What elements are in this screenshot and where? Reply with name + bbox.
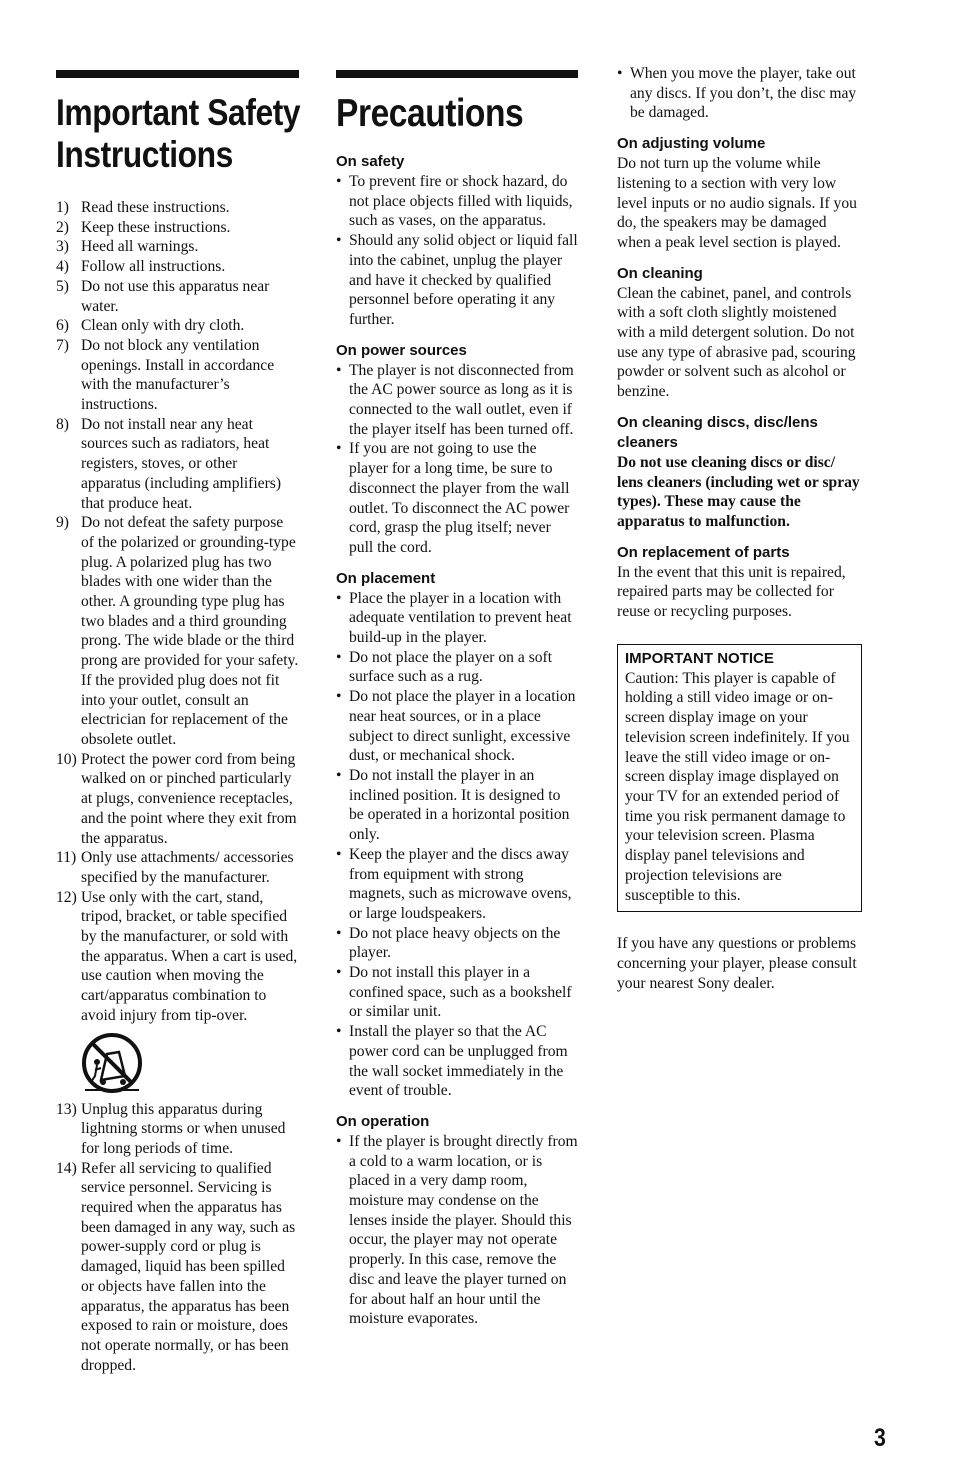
- heading-rule: [336, 70, 578, 78]
- section-heading-placement: On placement: [336, 569, 436, 587]
- item-text: Clean only with dry cloth.: [81, 317, 245, 335]
- replacement-text: In the event that this unit is repaired, repaired parts may be collected for reuse or recycling purposes.: [617, 563, 846, 621]
- item-text: Refer all servicing to qualified service personnel. Servicing is required when the apparatus has been damaged in any way, such as power-supply cord or plug is damaged, liquid has been spilled or objects have fallen into the apparatus, the apparatus has been exposed to rain or moisture, does not operate normally, or has been dropped.: [81, 1159, 296, 1374]
- list-item: • To prevent fire or shock hazard, do not place objects filled with liquids, such as vases, on the apparatus.: [336, 172, 578, 231]
- item-number: 2): [56, 218, 69, 236]
- section-heading-cleaning-discs: On cleaning discs, disc/lens cleaners: [617, 413, 818, 451]
- closing-text: If you have any questions or problems concerning your player, please consult your nearest Sony dealer.: [617, 935, 857, 992]
- section-heading-power: On power sources: [336, 341, 467, 359]
- cart-icon-container: [81, 1026, 299, 1100]
- item-number: 6): [56, 317, 69, 335]
- list-item: • When you move the player, take out any discs. If you don’t, the disc may be damaged.: [617, 64, 862, 123]
- page-number: 3: [874, 1424, 886, 1452]
- item-text: Do not use this apparatus near water.: [81, 277, 270, 315]
- list-item: [56, 198, 299, 218]
- placement-bullets: [336, 589, 578, 1101]
- section-heading-operation: On operation: [336, 1112, 430, 1130]
- list-item: • If you are not going to use the player for a long time, be sure to disconnect the player from the wall outlet. To disconnect the AC power cord, grasp the plug itself; never pull the cord.: [336, 439, 578, 557]
- operation-bullets: [336, 1132, 578, 1329]
- item-text: Use only with the cart, stand, tripod, bracket, or table specified by the manufacturer, or sold with the apparatus. When a cart is used, use caution when moving the cart/apparatus combination to avoid injury from tip-over.: [81, 888, 298, 1024]
- important-notice-box: [617, 644, 862, 912]
- volume-text: Do not turn up the volume while listening to a section with very low level inputs or no audio signals. If you do, the speakers may be damaged when a peak level section is played.: [617, 155, 857, 251]
- cart-tip-over-warning-icon: [81, 1032, 143, 1094]
- operation-bullets-continued: [617, 64, 862, 123]
- safety-instructions-column: [56, 70, 299, 1375]
- item-text: Follow all instructions.: [81, 258, 226, 276]
- list-item: [56, 513, 299, 749]
- list-item: • Do not place heavy objects on the player.: [336, 924, 578, 963]
- list-item: [56, 218, 299, 238]
- item-text: Do not defeat the safety purpose of the polarized or grounding-type plug. A polarized plug has two blades with one wider than the other. A grounding type plug has two blades and a third grounding prong. The wide blade or the third prong are provided for your safety. If the provided plug does not fit into your outlet, consult an electrician for replacement of the obsolete outlet.: [81, 514, 299, 748]
- item-text: Unplug this apparatus during lightning storms or when unused for long periods of time.: [81, 1100, 286, 1157]
- list-item: • Do not install this player in a confined space, such as a bookshelf or similar unit.: [336, 963, 578, 1022]
- list-item: [56, 237, 299, 257]
- item-number: 9): [56, 514, 69, 532]
- list-item: • If the player is brought directly from a cold to a warm location, or is placed in a very damp room, moisture may condense on the lenses inside the player. Should this occur, the player may not operate properly. In this case, remove the disc and leave the player turned on for about half an hour until the moisture evaporates.: [336, 1132, 578, 1329]
- item-text: Keep these instructions.: [81, 218, 231, 236]
- list-item: [56, 1100, 299, 1159]
- item-number: 3): [56, 238, 69, 256]
- item-text: Heed all warnings.: [81, 238, 199, 256]
- heading-rule: [56, 70, 299, 78]
- safety-instructions-list: [56, 198, 299, 1375]
- list-item: • Do not install the player in an inclined position. It is designed to be operated in a horizontal position only.: [336, 766, 578, 845]
- item-number: 11): [56, 849, 77, 867]
- list-item: [56, 848, 299, 887]
- section-heading-safety: On safety: [336, 153, 405, 170]
- item-number: 5): [56, 277, 69, 295]
- section-heading-volume: On adjusting volume: [617, 135, 766, 153]
- power-bullets: [336, 361, 578, 558]
- precautions-continued-column: [617, 64, 862, 993]
- item-text: Do not block any ventilation openings. Install in accordance with the manufacturer’s instructions.: [81, 336, 275, 414]
- section-heading-replacement: On replacement of parts: [617, 543, 790, 561]
- list-item: • Do not place the player in a location near heat sources, or in a place subject to direct sunlight, excessive dust, or mechanical shock.: [336, 687, 578, 766]
- section-heading-cleaning: On cleaning: [617, 264, 703, 282]
- item-text: Only use attachments/ accessories specified by the manufacturer.: [81, 849, 294, 886]
- list-item: [56, 336, 299, 415]
- cleaning-text: Clean the cabinet, panel, and controls with a soft cloth slightly moistened with a mild detergent solution. Do not use any type of abrasive pad, scouring powder or solvent such as alcohol or benzine.: [617, 284, 856, 401]
- safety-title-line1: Important Safety: [56, 92, 301, 133]
- list-item: • Install the player so that the AC power cord can be unplugged from the wall socket immediately in the event of trouble.: [336, 1022, 578, 1101]
- list-item: • Keep the player and the discs away from equipment with strong magnets, such as microwave ovens, or large loudspeakers.: [336, 845, 578, 924]
- item-number: 10): [56, 750, 77, 768]
- item-number: 12): [56, 888, 77, 906]
- safety-title-line2: Instructions: [56, 134, 233, 175]
- precautions-column: [336, 70, 578, 1329]
- list-item: • Do not place the player on a soft surface such as a rug.: [336, 648, 578, 687]
- item-number: 14): [56, 1159, 77, 1177]
- list-item: • The player is not disconnected from the AC power source as long as it is connected to the wall outlet, even if the player itself has been turned off.: [336, 361, 578, 440]
- safety-title: [56, 92, 305, 176]
- safety-bullets: [336, 172, 578, 330]
- notice-text: Caution: This player is capable of holding a still video image or on-screen display image on your television screen indefinitely. If you leave the still video image or on-screen display image displayed on your TV for an extended period of time you risk permanent damage to your television screen. Plasma display panel televisions and projection televisions are susceptible to this.: [625, 669, 850, 904]
- list-item: [56, 750, 299, 849]
- precautions-title: Precautions: [336, 92, 524, 135]
- item-text: Read these instructions.: [81, 199, 230, 216]
- notice-heading: IMPORTANT NOTICE: [625, 649, 774, 667]
- item-number: 8): [56, 415, 69, 433]
- item-number: 7): [56, 336, 69, 354]
- list-item: [56, 277, 299, 316]
- list-item: [56, 316, 299, 336]
- cleaning-discs-text: Do not use cleaning discs or disc/ lens cleaners (including wet or spray types). These may cause the apparatus to malfunction.: [617, 453, 860, 530]
- list-item: [56, 888, 299, 1100]
- list-item: [56, 257, 299, 277]
- item-text: Do not install near any heat sources such as radiators, heat registers, stoves, or other apparatus (including amplifiers) that produce heat.: [81, 415, 282, 512]
- list-item: • Place the player in a location with adequate ventilation to prevent heat build-up in the player.: [336, 589, 578, 648]
- item-number: 1): [56, 199, 69, 216]
- item-number: 13): [56, 1100, 77, 1118]
- list-item: [56, 1159, 299, 1376]
- item-number: 4): [56, 258, 69, 276]
- list-item: [56, 415, 299, 514]
- item-text: Protect the power cord from being walked on or pinched particularly at plugs, convenience receptacles, and the point where they exit from the apparatus.: [81, 750, 297, 847]
- list-item: • Should any solid object or liquid fall into the cabinet, unplug the player and have it checked by qualified personnel before operating it any further.: [336, 231, 578, 330]
